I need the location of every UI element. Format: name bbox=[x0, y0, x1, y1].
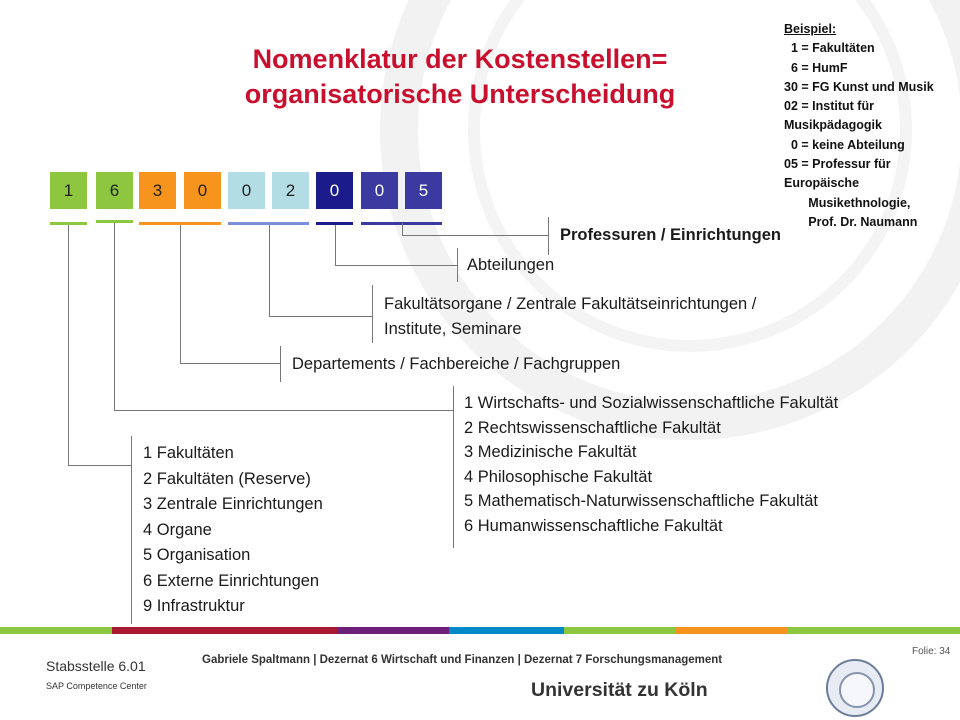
list-item: 2 Rechtswissenschaftliche Fakultät bbox=[464, 418, 721, 437]
list-item: 6 Humanwissenschaftliche Fakultät bbox=[464, 516, 723, 535]
footer-color-bar bbox=[449, 627, 564, 634]
example-line: Europäische bbox=[784, 176, 860, 191]
connector-line bbox=[335, 265, 457, 266]
digit-box-1: 1 bbox=[50, 172, 87, 209]
footer-authors: Gabriele Spaltmann | Dezernat 6 Wirtschaft und Finanzen | Dezernat 7 Forschungsmanagement bbox=[202, 654, 723, 666]
list-item: 4 Organe bbox=[143, 520, 212, 539]
list-item: 3 Medizinische Fakultät bbox=[464, 443, 637, 461]
connector-line bbox=[269, 316, 372, 317]
connector-line bbox=[402, 235, 548, 236]
connector-line bbox=[68, 225, 69, 465]
list-item: 3 Zentrale Einrichtungen bbox=[143, 495, 323, 513]
example-box bbox=[784, 20, 960, 232]
connector-line bbox=[68, 465, 131, 466]
list-item: 9 Infrastruktur bbox=[143, 597, 245, 615]
digit-box-7: 0 bbox=[316, 172, 353, 209]
title-line-1: Nomenklatur der Kostenstellen= bbox=[252, 44, 668, 74]
digit-box-8: 0 bbox=[361, 172, 398, 209]
footer-unit-sub: SAP Competence Center bbox=[46, 681, 147, 691]
category-list bbox=[143, 441, 323, 620]
level-fakultaetsorgane: Fakultätsorgane / Zentrale Fakultätseinrichtungen / Institute, Seminare bbox=[384, 295, 757, 338]
footer-color-bar bbox=[112, 627, 337, 634]
slide-number: Folie: 34 bbox=[912, 646, 951, 657]
digit-box-2: 6 bbox=[96, 172, 133, 209]
list-item: 4 Philosophische Fakultät bbox=[464, 467, 653, 486]
example-line: 0 = keine Abteilung bbox=[784, 137, 905, 152]
connector-line bbox=[114, 223, 115, 410]
footer-color-bar bbox=[337, 627, 449, 634]
digit-box-3: 3 bbox=[139, 172, 176, 209]
university-seal-icon bbox=[826, 659, 884, 717]
connector-line bbox=[548, 217, 549, 255]
digit-box-4: 0 bbox=[184, 172, 221, 209]
example-line: Musikethnologie, bbox=[784, 195, 911, 210]
level-departements: Departements / Fachbereiche / Fachgruppen bbox=[292, 355, 621, 373]
footer-unit: Stabsstelle 6.01 bbox=[46, 658, 146, 674]
footer-color-bar bbox=[0, 627, 112, 634]
example-line: 1 = Fakultäten bbox=[784, 41, 875, 56]
list-item: 1 Fakultäten bbox=[143, 444, 234, 462]
example-line: Prof. Dr. Naumann bbox=[784, 214, 918, 229]
list-item: 1 Wirtschafts- und Sozialwissenschaftliche Fakultät bbox=[464, 394, 839, 412]
example-line: 05 = Professur für bbox=[784, 157, 891, 172]
connector-line bbox=[453, 386, 454, 548]
connector-line bbox=[180, 363, 280, 364]
connector-line bbox=[131, 436, 132, 624]
connector-line bbox=[457, 248, 458, 282]
connector-line bbox=[402, 223, 403, 235]
example-heading: Beispiel: bbox=[784, 22, 837, 36]
example-line: Musikpädagogik bbox=[784, 118, 882, 133]
connector-line bbox=[114, 410, 453, 411]
page-title bbox=[140, 42, 780, 112]
digit-box-6: 2 bbox=[272, 172, 309, 209]
example-line: 6 = HumF bbox=[784, 60, 848, 75]
example-line: 30 = FG Kunst und Musik bbox=[784, 79, 934, 94]
footer-color-bar bbox=[564, 627, 676, 634]
list-item: 6 Externe Einrichtungen bbox=[143, 571, 320, 590]
footer-color-bar bbox=[788, 627, 960, 634]
digit-box-5: 0 bbox=[228, 172, 265, 209]
footer-color-bar bbox=[676, 627, 788, 634]
connector-line bbox=[372, 285, 373, 343]
level-professuren: Professuren / Einrichtungen bbox=[560, 226, 781, 244]
list-item: 5 Mathematisch-Naturwissenschaftliche Fakultät bbox=[464, 492, 818, 510]
university-name: Universität zu Köln bbox=[531, 679, 708, 701]
list-item: 5 Organisation bbox=[143, 546, 251, 564]
digit-box-9: 5 bbox=[405, 172, 442, 209]
title-line-2: organisatorische Unterscheidung bbox=[244, 79, 676, 109]
connector-line bbox=[280, 346, 281, 382]
level-abteilungen: Abteilungen bbox=[467, 256, 555, 274]
list-item: 2 Fakultäten (Reserve) bbox=[143, 469, 311, 488]
connector-line bbox=[335, 225, 336, 265]
connector-line bbox=[269, 225, 270, 316]
connector-line bbox=[180, 225, 181, 363]
example-line: 02 = Institut für bbox=[784, 99, 874, 114]
faculty-list bbox=[464, 391, 838, 538]
